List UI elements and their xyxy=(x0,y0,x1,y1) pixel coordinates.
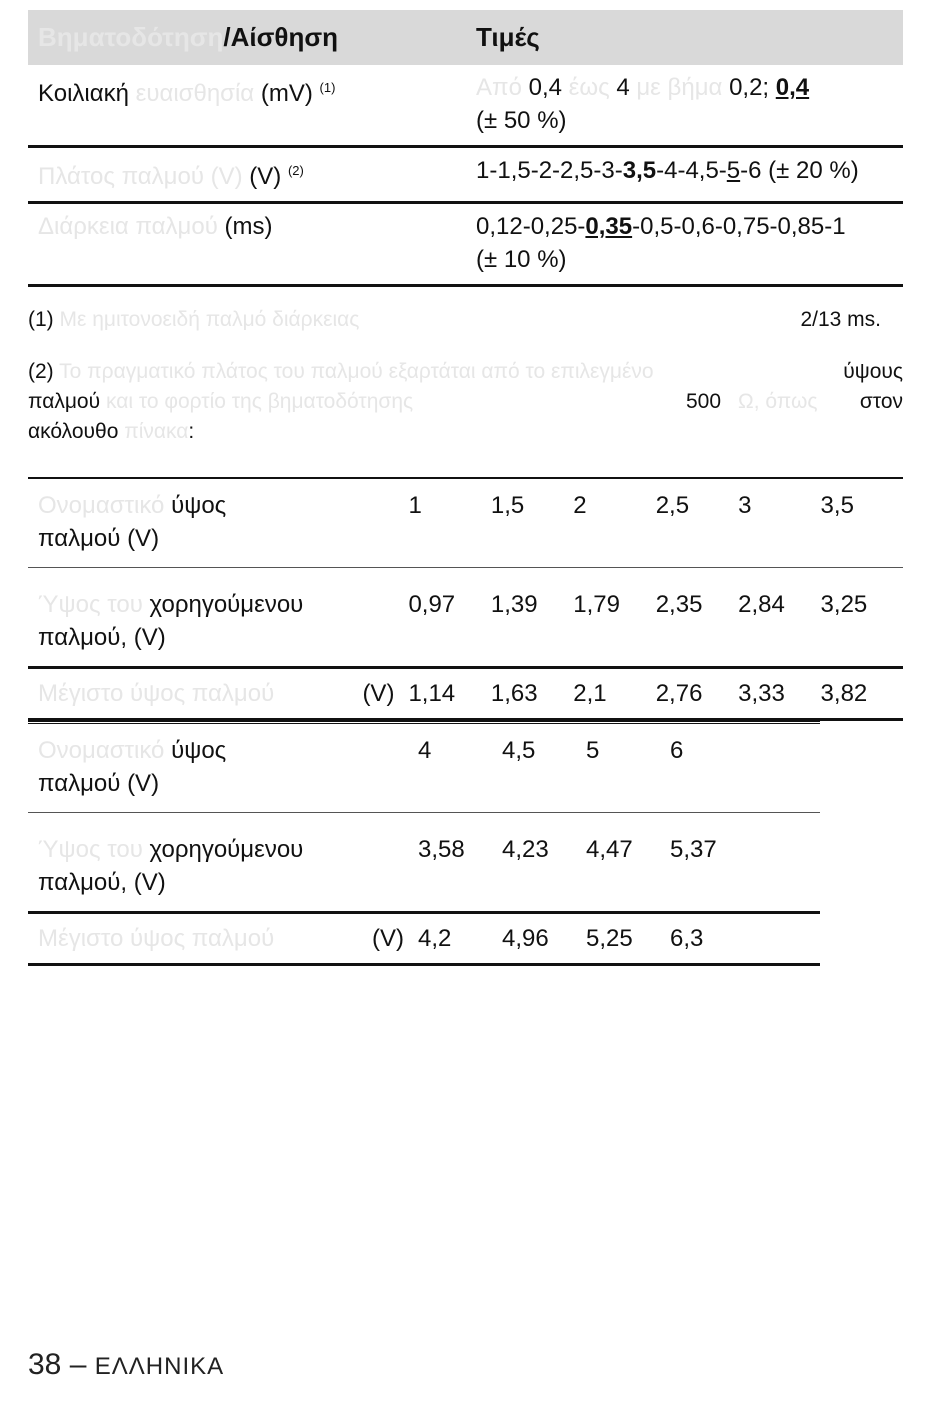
label-text: παλμού, (V) xyxy=(38,869,166,896)
label-text: χορηγούμενου xyxy=(149,591,304,618)
value-text: 0,12-0,25- xyxy=(476,213,586,240)
cell-value: 0,97 xyxy=(408,568,490,668)
param-unit: (mV) xyxy=(260,80,313,107)
values-amplitude xyxy=(466,147,903,203)
label-faded: Μέγιστο ύψος παλμού xyxy=(38,680,275,707)
cell-value: 3,82 xyxy=(821,668,903,720)
table-row-delivered xyxy=(28,568,903,668)
value-text: -6 (± 20 %) xyxy=(740,157,859,184)
header-parameter xyxy=(28,10,466,65)
header-values: Τιμές xyxy=(466,10,903,65)
label-faded: Ονομαστικό xyxy=(38,737,172,764)
cell-value: 1,63 xyxy=(491,668,573,720)
footnote-number: 500 xyxy=(686,390,722,413)
footnote-text: στον xyxy=(859,390,903,413)
footnote-ref: (2) xyxy=(287,163,304,178)
label-faded: Ύψος του xyxy=(38,836,150,863)
value-text: 0,4 xyxy=(528,74,562,101)
cell-value: 2,84 xyxy=(738,568,820,668)
label-text: (V) xyxy=(372,925,404,952)
footnote-marker: (2) xyxy=(28,360,54,383)
page-footer xyxy=(28,1348,224,1382)
value-tolerance: (± 50 %) xyxy=(476,107,567,134)
label-text: ύψος xyxy=(171,492,227,519)
param-faded: Πλάτος παλμού (V) xyxy=(38,163,250,190)
cell-empty xyxy=(754,723,820,813)
cell-value: 6,3 xyxy=(670,913,754,965)
row-label-nominal xyxy=(28,723,418,813)
footnote-2-line-1 xyxy=(28,357,903,387)
cell-empty xyxy=(754,813,820,913)
cell-value: 4 xyxy=(418,723,502,813)
cell-value: 4,2 xyxy=(418,913,502,965)
footnote-text: ακόλουθο xyxy=(28,420,119,443)
footnote-faded: Ω, όπως xyxy=(738,390,818,413)
param-sensitivity xyxy=(28,65,466,147)
cell-value: 3,25 xyxy=(821,568,903,668)
footnote-faded: Με ημιτονοειδή παλμό διάρκειας xyxy=(59,308,360,331)
value-faded: έως xyxy=(561,74,617,101)
pulse-table-2 xyxy=(28,721,820,966)
label-text: παλμού, (V) xyxy=(38,624,166,651)
footer-separator: – xyxy=(61,1348,95,1381)
cell-value: 4,96 xyxy=(502,913,586,965)
cell-empty xyxy=(754,913,820,965)
cell-value: 1,14 xyxy=(408,668,490,720)
footer-language: ΕΛΛΗΝΙΚΑ xyxy=(94,1353,225,1380)
value-faded: με βήμα xyxy=(629,74,730,101)
param-duration xyxy=(28,203,466,286)
value-text: 0,2; xyxy=(729,74,770,101)
cell-value: 2,5 xyxy=(656,478,738,568)
footnote-faded: και το φορτίο της βηματοδότησης xyxy=(100,390,414,413)
header-parameter-text: /Αίσθηση xyxy=(223,22,339,52)
cell-value: 5 xyxy=(586,723,670,813)
cell-value: 2,76 xyxy=(656,668,738,720)
value-default: 0,4 xyxy=(775,74,810,101)
table-row-nominal xyxy=(28,478,903,568)
parameter-table-header xyxy=(28,10,903,65)
pulse-table-1 xyxy=(28,477,903,721)
value-default: 3,5 xyxy=(622,157,657,184)
cell-value: 3,58 xyxy=(418,813,502,913)
param-text: Κοιλιακή xyxy=(38,80,129,107)
param-faded: ευαισθησία xyxy=(128,80,261,107)
table-row-max xyxy=(28,668,903,720)
label-text: ύψος xyxy=(171,737,227,764)
label-text: παλμού (V) xyxy=(38,770,160,797)
cell-value: 3,33 xyxy=(738,668,820,720)
cell-value: 3,5 xyxy=(821,478,903,568)
label-text: (V) xyxy=(362,680,395,707)
footnote-2 xyxy=(28,357,903,447)
cell-value: 2 xyxy=(573,478,655,568)
value-default: 0,35 xyxy=(585,213,633,240)
value-tolerance: (± 10 %) xyxy=(476,246,567,273)
footnote-text: : xyxy=(188,420,195,443)
param-unit: (V) xyxy=(249,163,282,190)
footnote-text: ύψους xyxy=(843,360,903,383)
cell-value: 4,5 xyxy=(502,723,586,813)
cell-value: 2,1 xyxy=(573,668,655,720)
cell-value: 1,79 xyxy=(573,568,655,668)
footnote-faded: Το πραγματικό πλάτος του παλμού εξαρτάται από το επιλεγμένο xyxy=(59,360,654,383)
cell-value: 5,25 xyxy=(586,913,670,965)
value-text: 1-1,5-2-2,5-3- xyxy=(476,157,623,184)
row-label-delivered xyxy=(28,568,408,668)
cell-value: 2,35 xyxy=(656,568,738,668)
header-parameter-faded: Βηματοδότηση xyxy=(38,22,224,52)
label-text: χορηγούμενου xyxy=(149,836,304,863)
cell-value: 1 xyxy=(408,478,490,568)
cell-value: 1,5 xyxy=(491,478,573,568)
table-row-nominal xyxy=(28,723,820,813)
table-row-delivered xyxy=(28,813,820,913)
row-label-max xyxy=(28,668,408,720)
values-duration xyxy=(466,203,903,286)
footnote-2-line-3 xyxy=(28,417,903,447)
value-text: 4 xyxy=(616,74,630,101)
table-row-max xyxy=(28,913,820,965)
table-row-sensitivity xyxy=(28,65,903,147)
param-faded: Διάρκεια παλμού xyxy=(38,213,225,240)
cell-value: 6 xyxy=(670,723,754,813)
label-faded: Μέγιστο ύψος παλμού xyxy=(38,925,275,952)
cell-value: 3 xyxy=(738,478,820,568)
footnote-ref: (1) xyxy=(319,80,336,95)
cell-value: 4,23 xyxy=(502,813,586,913)
label-faded: Ύψος του xyxy=(38,591,150,618)
footnote-faded: πίνακα xyxy=(118,420,189,443)
row-label-max xyxy=(28,913,418,965)
table-row-amplitude xyxy=(28,147,903,203)
footnote-tail: 2/13 ms. xyxy=(800,308,881,331)
footnote-marker: (1) xyxy=(28,308,54,331)
cell-value: 4,47 xyxy=(586,813,670,913)
parameter-table xyxy=(28,10,903,287)
value-faded: Από xyxy=(476,74,529,101)
param-amplitude xyxy=(28,147,466,203)
label-faded: Ονομαστικό xyxy=(38,492,172,519)
param-unit: (ms) xyxy=(224,213,273,240)
table-row-duration xyxy=(28,203,903,286)
document-page xyxy=(28,10,903,966)
value-underlined: 5 xyxy=(726,157,741,184)
footnote-text: παλμού xyxy=(28,390,101,413)
label-text: παλμού (V) xyxy=(38,525,160,552)
row-label-nominal xyxy=(28,478,408,568)
footnote-1 xyxy=(28,305,903,335)
values-sensitivity xyxy=(466,65,903,147)
cell-value: 1,39 xyxy=(491,568,573,668)
row-label-delivered xyxy=(28,813,418,913)
footnote-2-line-2 xyxy=(28,387,903,417)
value-text: -0,5-0,6-0,75-0,85-1 xyxy=(632,213,846,240)
cell-value: 5,37 xyxy=(670,813,754,913)
page-number: 38 xyxy=(28,1348,62,1381)
value-text: -4-4,5- xyxy=(656,157,727,184)
